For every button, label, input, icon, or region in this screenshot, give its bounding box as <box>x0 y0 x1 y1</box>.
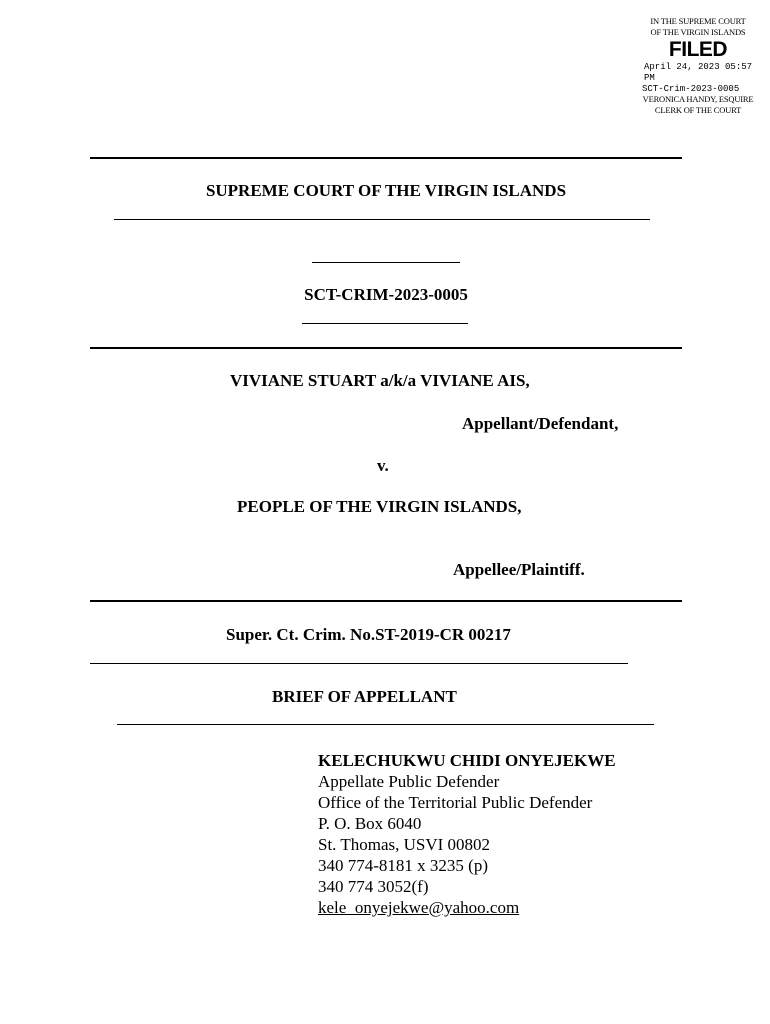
lower-court-number: Super. Ct. Crim. No.ST-2019-CR 00217 <box>226 625 511 644</box>
stamp-case-number: SCT-Crim-2023-0005 <box>642 84 740 94</box>
parties-top-rule <box>90 347 682 349</box>
parties-bottom-rule <box>90 600 682 602</box>
brief-title: BRIEF OF APPELLANT <box>272 687 457 706</box>
counsel-office: Office of the Territorial Public Defender <box>318 793 593 812</box>
filing-stamp <box>628 16 768 116</box>
stamp-filed: FILED <box>668 38 728 61</box>
lower-court-underline <box>90 663 628 664</box>
counsel-email-link[interactable]: kele_onyejekwe@yahoo.com <box>318 898 520 917</box>
counsel-po-box: P. O. Box 6040 <box>318 814 422 833</box>
court-name: SUPREME COURT OF THE VIRGIN ISLANDS <box>205 181 567 200</box>
stamp-court-line-2: OF THE VIRGIN ISLANDS <box>650 27 746 37</box>
counsel-block <box>318 750 616 918</box>
counsel-phone: 340 774-8181 x 3235 (p) <box>318 856 488 875</box>
case-number: SCT-CRIM-2023-0005 <box>304 285 468 304</box>
stamp-datetime: April 24, 2023 05:57 PM <box>644 62 753 83</box>
counsel-fax: 340 774 3052(f) <box>318 877 429 896</box>
appellant-role: Appellant/Defendant, <box>462 414 619 433</box>
appellant-name: VIVIANE STUART a/k/a VIVIANE AIS, <box>230 371 530 390</box>
appellee-name: PEOPLE OF THE VIRGIN ISLANDS, <box>237 497 522 516</box>
case-number-underline <box>302 323 468 324</box>
counsel-name: KELECHUKWU CHIDI ONYEJEKWE <box>318 751 616 770</box>
versus: v. <box>377 456 389 475</box>
brief-title-underline <box>117 724 654 725</box>
stamp-court-line-1: IN THE SUPREME COURT <box>650 16 746 26</box>
counsel-title: Appellate Public Defender <box>318 772 500 791</box>
appellee-role: Appellee/Plaintiff. <box>453 560 585 579</box>
stamp-clerk-title: CLERK OF THE COURT <box>654 105 742 115</box>
stamp-clerk-name: VERONICA HANDY, ESQUIRE <box>642 94 754 104</box>
counsel-city: St. Thomas, USVI 00802 <box>318 835 491 854</box>
top-rule <box>90 157 682 159</box>
court-underline <box>114 219 650 220</box>
separator-dash <box>312 262 460 263</box>
